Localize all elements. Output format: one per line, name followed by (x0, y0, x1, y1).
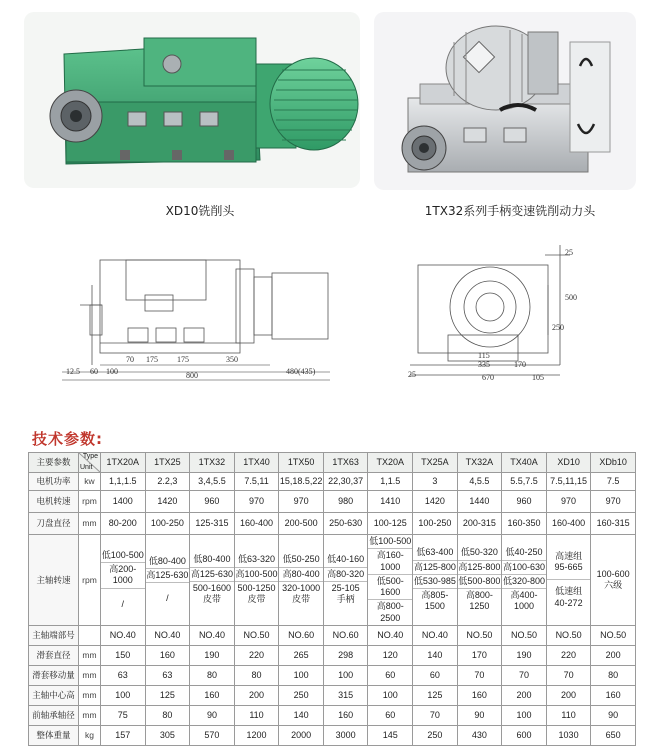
table-cell: 100-250 (413, 513, 458, 535)
dim-670: 670 (482, 373, 494, 382)
dim-115: 115 (478, 351, 490, 360)
table-cell: 157 (101, 725, 146, 745)
spindle-high: 高100-630 (502, 560, 546, 574)
dim-335: 335 (478, 360, 490, 369)
spindle-high: 高100-500 (235, 567, 279, 581)
table-cell: 120 (368, 645, 413, 665)
spindle-xdb10: 100-600 六级 (596, 568, 630, 590)
dim-250: 250 (552, 323, 564, 332)
spindle-cell (368, 535, 413, 626)
table-cell: 60 (368, 705, 413, 725)
section-title: 技术参数: (32, 430, 103, 448)
spindle-cell (323, 535, 368, 626)
spindle-belt-low: 低320-800 (502, 574, 546, 588)
table-cell: 160 (190, 685, 235, 705)
spindle-low: 低80-400 (193, 554, 231, 565)
model-tx40a: TX40A (502, 453, 547, 473)
table-cell: 3000 (323, 725, 368, 745)
row-unit-sleeve-travel: mm (79, 665, 101, 685)
table-cell: 7.5,11 (234, 473, 279, 491)
table-cell: 190 (190, 645, 235, 665)
table-cell: 980 (323, 491, 368, 513)
header-type-unit (79, 453, 101, 473)
table-cell: 160-315 (591, 513, 636, 535)
table-cell: NO.50 (457, 625, 502, 645)
table-cell: 970 (591, 491, 636, 513)
table-cell: 125-315 (190, 513, 235, 535)
row-label-center-height: 主轴中心高 (29, 685, 79, 705)
spindle-cell (279, 535, 324, 626)
spindle-low: 低63-400 (416, 547, 454, 558)
table-cell: 970 (234, 491, 279, 513)
table-cell: 160 (323, 705, 368, 725)
table-cell: 960 (190, 491, 235, 513)
table-cell: 160 (591, 685, 636, 705)
table-cell: 70 (413, 705, 458, 725)
table-cell: 100-125 (368, 513, 413, 535)
side-view-dims (66, 355, 316, 380)
table-cell: NO.50 (591, 625, 636, 645)
table-row-sleeve-travel (29, 665, 636, 685)
table-cell: 220 (546, 645, 591, 665)
table-cell: 63 (101, 665, 146, 685)
table-cell: 22,30,37 (323, 473, 368, 491)
dim-800: 800 (186, 371, 198, 380)
table-row-spindle (29, 535, 636, 626)
spindle-high: 高125-800 (413, 560, 457, 574)
table-cell: 250-630 (323, 513, 368, 535)
dim-12-5: 12.5 (66, 367, 80, 376)
table-cell: 250 (413, 725, 458, 745)
table-cell: 80 (190, 665, 235, 685)
table-cell: 100 (368, 685, 413, 705)
table-cell: 70 (457, 665, 502, 685)
spindle-belt (190, 581, 234, 607)
table-cell: NO.40 (368, 625, 413, 645)
1tx32-illustration (374, 12, 636, 190)
model-xdb10: XDb10 (591, 453, 636, 473)
table-cell: 250 (279, 685, 324, 705)
row-label-sleeve-travel: 滑套移动量 (29, 665, 79, 685)
table-row-bearing-dia (29, 705, 636, 725)
table-cell: NO.50 (546, 625, 591, 645)
table-cell: 200 (502, 685, 547, 705)
spindle-belt (324, 581, 368, 607)
table-cell: 63 (145, 665, 190, 685)
spindle-low: 低80-400 (148, 555, 186, 566)
drawing-side-view (62, 260, 330, 380)
row-unit-power: kw (79, 473, 101, 491)
dim-100: 100 (106, 367, 118, 376)
row-unit-spindle: rpm (79, 535, 101, 626)
table-cell: 190 (502, 645, 547, 665)
spindle-belt-range: 500-1600 (192, 582, 231, 593)
model-xd10: XD10 (546, 453, 591, 473)
header-type: Type (82, 453, 98, 460)
row-unit-speed: rpm (79, 491, 101, 513)
table-cell: 600 (502, 725, 547, 745)
spindle-belt-low: 低500-800 (458, 574, 502, 588)
table-cell: 160 (457, 685, 502, 705)
dim-105: 105 (532, 373, 544, 382)
table-cell: 70 (546, 665, 591, 685)
dim-480: 480(435) (286, 367, 316, 376)
params-table (28, 452, 636, 746)
table-row-speed (29, 491, 636, 513)
spindle-belt (279, 581, 323, 607)
table-cell: 60 (413, 665, 458, 685)
table-cell: 170 (457, 645, 502, 665)
technical-drawings (0, 225, 662, 415)
spindle-belt-type: 皮带 (202, 594, 221, 605)
header-unit: Unit (80, 464, 93, 471)
row-label-taper: 主轴端部号 (29, 625, 79, 645)
table-cell: NO.40 (413, 625, 458, 645)
spindle-low: 低50-250 (282, 554, 320, 565)
row-label-power: 电机功率 (29, 473, 79, 491)
spindle-belt-high: 高800-2500 (368, 599, 412, 625)
table-cell: 60 (368, 665, 413, 685)
table-cell: 1440 (457, 491, 502, 513)
xd10-photo (24, 12, 360, 188)
row-unit-bearing-dia: mm (79, 705, 101, 725)
spindle-high: 高80-400 (279, 567, 323, 581)
spindle-belt-low: 低500-1600 (368, 574, 412, 600)
spindle-belt-high: 高400-1000 (502, 588, 546, 614)
table-cell: 125 (145, 685, 190, 705)
header-main: 主要参数 (29, 453, 79, 473)
spindle-belt: / (101, 588, 145, 611)
spindle-low: 低40-250 (505, 547, 543, 558)
table-cell: 140 (413, 645, 458, 665)
spindle-belt (235, 581, 279, 607)
table-cell: 100 (502, 705, 547, 725)
spindle-belt-range: 500-1250 (237, 582, 276, 593)
table-cell: 125 (413, 685, 458, 705)
spindle-belt-range: 25-105 (331, 582, 360, 593)
table-cell: 110 (546, 705, 591, 725)
spindle-high: 高80-320 (324, 567, 368, 581)
dim-70: 70 (126, 355, 134, 364)
model-tx32a: TX32A (457, 453, 502, 473)
table-cell: 80-200 (101, 513, 146, 535)
table-cell: 160-400 (546, 513, 591, 535)
dim-170: 170 (514, 360, 526, 369)
xd10-illustration (24, 12, 360, 188)
dim-175b: 175 (177, 355, 189, 364)
table-cell: 90 (591, 705, 636, 725)
table-cell: 80 (234, 665, 279, 685)
row-label-speed: 电机转速 (29, 491, 79, 513)
table-cell: 3 (413, 473, 458, 491)
table-cell: 305 (145, 725, 190, 745)
spindle-low: 低100-500 (369, 536, 412, 546)
table-cell: NO.60 (323, 625, 368, 645)
table-cell: 90 (190, 705, 235, 725)
table-cell: 7.5,11,15 (546, 473, 591, 491)
table-cell: 160-350 (502, 513, 547, 535)
table-cell: 200 (234, 685, 279, 705)
table-cell: 200 (591, 645, 636, 665)
row-unit-sleeve-dia: mm (79, 645, 101, 665)
spindle-high: 高200-1000 (101, 562, 145, 588)
table-cell: 100 (279, 665, 324, 685)
table-row-power (29, 473, 636, 491)
table-cell: NO.40 (190, 625, 235, 645)
table-cell: 5.5,7.5 (502, 473, 547, 491)
spindle-belt-range: 320-1000 (282, 582, 321, 593)
xd10-caption: XD10铣削头 (165, 204, 235, 218)
front-view-dims (408, 248, 577, 382)
dim-350: 350 (226, 355, 238, 364)
table-cell: 650 (591, 725, 636, 745)
table-cell: 960 (502, 491, 547, 513)
spindle-xd10-bottom: 低速组 40-272 (547, 579, 591, 615)
spindle-xd10-top: 高速组 95-665 (554, 550, 583, 573)
table-cell: 145 (368, 725, 413, 745)
model-1tx50: 1TX50 (279, 453, 324, 473)
table-cell: 7.5 (591, 473, 636, 491)
model-1tx63: 1TX63 (323, 453, 368, 473)
table-cell: 100-250 (145, 513, 190, 535)
spindle-belt-high: 高805-1500 (413, 588, 457, 614)
table-row-weight (29, 725, 636, 745)
table-cell: 80 (145, 705, 190, 725)
table-cell: 570 (190, 725, 235, 745)
table-cell: 1420 (413, 491, 458, 513)
spindle-belt: / (146, 582, 190, 605)
drawing-front-view (410, 245, 570, 375)
model-1tx20a: 1TX20A (101, 453, 146, 473)
table-cell: NO.50 (502, 625, 547, 645)
table-cell: 90 (457, 705, 502, 725)
spindle-high: 高125-630 (190, 567, 234, 581)
spindle-high: 高125-630 (146, 568, 190, 582)
table-cell: 1030 (546, 725, 591, 745)
model-1tx25: 1TX25 (145, 453, 190, 473)
table-cell: 100 (323, 665, 368, 685)
table-cell: 2000 (279, 725, 324, 745)
table-cell: 80 (591, 665, 636, 685)
table-cell: 430 (457, 725, 502, 745)
table-cell: 200-315 (457, 513, 502, 535)
table-cell: NO.50 (234, 625, 279, 645)
table-cell: 1,1,1.5 (101, 473, 146, 491)
spindle-cell (101, 535, 146, 626)
row-unit-center-height: mm (79, 685, 101, 705)
table-row-sleeve-dia (29, 645, 636, 665)
model-1tx40: 1TX40 (234, 453, 279, 473)
spindle-low: 低63-320 (238, 554, 276, 565)
table-cell: 2.2,3 (145, 473, 190, 491)
row-label-cutter: 刀盘直径 (29, 513, 79, 535)
dim-25b: 25 (408, 370, 416, 379)
spindle-belt-low: 低530-985 (413, 574, 457, 588)
table-cell: 1200 (234, 725, 279, 745)
spindle-belt-type: 皮带 (292, 594, 311, 605)
dim-500: 500 (565, 293, 577, 302)
table-row-cutter (29, 513, 636, 535)
spindle-high: 高125-800 (458, 560, 502, 574)
spindle-belt-high: 高800-1250 (458, 588, 502, 614)
spindle-cell (457, 535, 502, 626)
spindle-cell (190, 535, 235, 626)
table-header-row (29, 453, 636, 473)
spindle-belt-type: 皮带 (247, 594, 266, 605)
spindle-belt-type: 手柄 (336, 594, 355, 605)
table-cell: NO.60 (279, 625, 324, 645)
model-1tx32: 1TX32 (190, 453, 235, 473)
row-label-bearing-dia: 前轴承轴径 (29, 705, 79, 725)
table-cell: 150 (101, 645, 146, 665)
table-cell: 75 (101, 705, 146, 725)
1tx32-caption: 1TX32系列手柄变速铣削动力头 (424, 204, 596, 218)
table-cell: 100 (101, 685, 146, 705)
table-cell: 110 (234, 705, 279, 725)
dim-60: 60 (90, 367, 98, 376)
table-cell: 4,5.5 (457, 473, 502, 491)
dim-25a: 25 (565, 248, 573, 257)
table-cell: 220 (234, 645, 279, 665)
table-cell: 160-400 (234, 513, 279, 535)
spindle-cell (413, 535, 458, 626)
table-cell: 200-500 (279, 513, 324, 535)
spindle-cell (145, 535, 190, 626)
table-cell: 298 (323, 645, 368, 665)
table-cell: NO.40 (101, 625, 146, 645)
table-cell: 140 (279, 705, 324, 725)
spindle-cell-xd10 (546, 535, 591, 626)
row-label-sleeve-dia: 滑套直径 (29, 645, 79, 665)
table-cell: 1400 (101, 491, 146, 513)
model-tx25a: TX25A (413, 453, 458, 473)
row-unit-cutter: mm (79, 513, 101, 535)
table-cell: 970 (279, 491, 324, 513)
table-cell: 315 (323, 685, 368, 705)
spindle-low: 低100-500 (101, 549, 144, 560)
1tx32-photo (374, 12, 636, 190)
dim-175a: 175 (146, 355, 158, 364)
spindle-low: 低50-320 (460, 547, 498, 558)
table-cell: 70 (502, 665, 547, 685)
table-cell: 3,4,5.5 (190, 473, 235, 491)
spindle-low: 低40-160 (327, 554, 365, 565)
spindle-cell-xdb10 (591, 535, 636, 626)
table-row-taper (29, 625, 636, 645)
row-label-weight: 整体重量 (29, 725, 79, 745)
table-cell: 15,18.5,22 (279, 473, 324, 491)
table-cell: 160 (145, 645, 190, 665)
table-cell: 970 (546, 491, 591, 513)
table-cell: 1,1.5 (368, 473, 413, 491)
table-cell: NO.40 (145, 625, 190, 645)
table-cell: 1420 (145, 491, 190, 513)
spindle-high: 高160-1000 (368, 548, 412, 574)
table-cell: 200 (546, 685, 591, 705)
table-cell: 1410 (368, 491, 413, 513)
table-row-center-height (29, 685, 636, 705)
table-cell: 265 (279, 645, 324, 665)
row-label-spindle: 主轴转速 (29, 535, 79, 626)
row-unit-weight: kg (79, 725, 101, 745)
spindle-cell (502, 535, 547, 626)
spindle-cell (234, 535, 279, 626)
model-tx20a: TX20A (368, 453, 413, 473)
row-unit-taper (79, 625, 101, 645)
